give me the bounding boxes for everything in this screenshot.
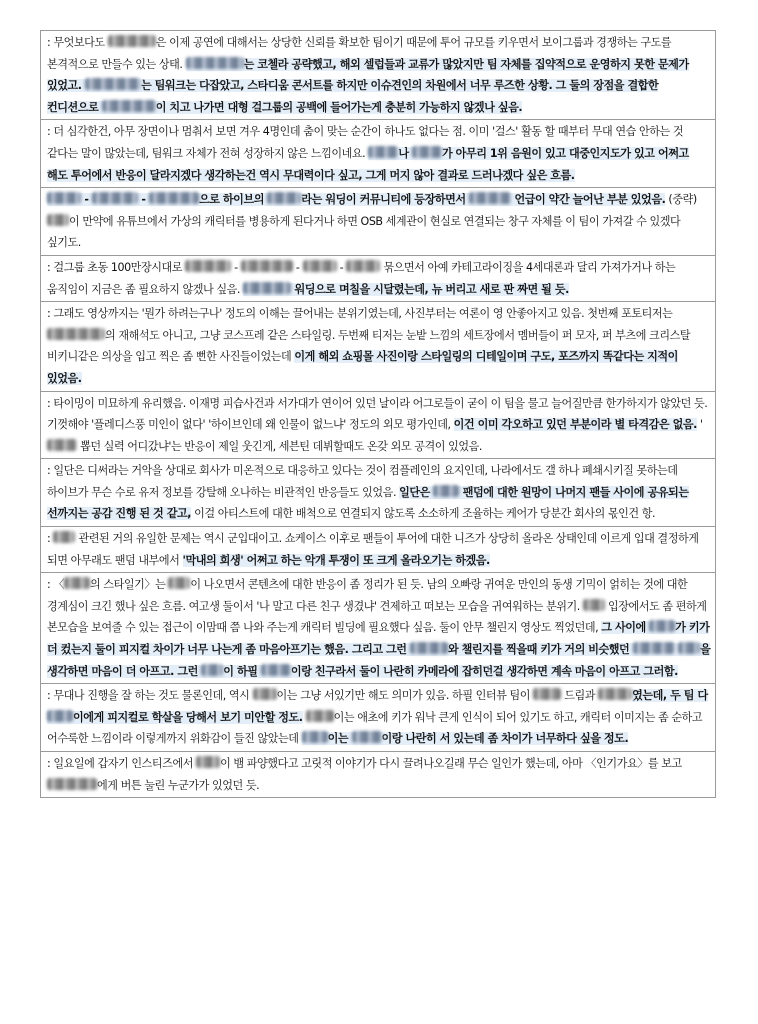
note-text: 이는 애초에 키가 워낙 큰게 인식이 되어 있기도 하고, 캐릭터 이미지는 좀 순하고 어수룩한 느낌이라 이렇게까지 위화감이 들진 않았는데 xyxy=(47,710,703,746)
redacted-name xyxy=(433,485,459,497)
highlighted-text: 이는 xyxy=(327,732,352,746)
redacted-name xyxy=(253,688,277,700)
note-text: - xyxy=(292,260,303,274)
note-text: 입장에서도 좀 편하게 본모습을 보여줄 수 있는 접근이 이맘때 쯤 나와 주는게 캐릭터 빌딩에 필요했다 싶음. 둘이 안무 챌린지 영상도 찍었던데, xyxy=(47,599,707,635)
redacted-name xyxy=(649,620,675,632)
redacted-name xyxy=(410,642,448,654)
note-text: : 무엇보다도 xyxy=(47,36,108,49)
redacted-name xyxy=(533,688,561,700)
redacted-name xyxy=(678,642,700,654)
highlighted-text: 워딩으로 며칠을 시달렸는데, 뉴 버리고 새로 판 짜면 될 듯. xyxy=(291,282,569,296)
redacted-name xyxy=(168,577,190,589)
note-text: : 걸그룹 초동 100만장시대로 xyxy=(47,260,186,274)
note-text: 의 스타일기〉는 xyxy=(90,578,169,592)
note-text: 이 만약에 유튜브에서 가상의 캐릭터를 병용하게 된다거나 하면 OSB 세계관이 현실로 연결되는 창구 자체를 이 팀이 가져갈 수 있겠다 싶기도. xyxy=(47,214,681,250)
note-text: 이 뱀 파양했다고 고릿적 이야기가 다시 끌려나오길래 무슨 일인가 했는데, 아마 〈인기가요〉를 보고 xyxy=(220,757,682,770)
note-text: : 무대나 진행을 잘 하는 것도 물론인데, 역시 xyxy=(47,689,253,703)
highlighted-text: - xyxy=(137,193,149,207)
redacted-name xyxy=(302,731,328,743)
note-cell xyxy=(41,256,715,302)
highlighted-text: 는 코첼라 공략했고, 해외 셀럽들과 교류가 많았지만 팀 자체를 집약적으로 운영하지 못한 문제가 있었고. xyxy=(47,57,689,93)
highlighted-text: 가 아무리 1위 음원이 있고 대중인지도가 있고 어쩌고 해도 투어에서 반응이 달라지겠다 생각하는건 역시 무대력이다 싶고, 그게 머지 않아 결과로 드러나겠다 싶은 흐름. xyxy=(47,146,689,182)
highlighted-text: 일단은 xyxy=(399,485,434,499)
note-cell xyxy=(41,302,715,391)
redacted-name xyxy=(186,57,244,69)
note-text: 이는 그냥 서있기만 해도 의미가 있음. 하필 인터뷰 팀이 xyxy=(276,689,534,703)
redacted-name xyxy=(47,214,69,226)
highlighted-text: 이건 이미 각오하고 있던 부분이라 별 타격감은 없음. xyxy=(453,418,697,432)
note-text: : 일요일에 갑자기 인스티즈에서 xyxy=(47,757,197,770)
redacted-name xyxy=(196,756,220,768)
redacted-name xyxy=(47,778,97,790)
redacted-name xyxy=(598,688,632,700)
redacted-name xyxy=(53,531,75,543)
highlighted-text: 그 사이에 xyxy=(601,621,650,635)
redacted-name xyxy=(47,328,105,340)
redacted-name xyxy=(346,260,380,272)
note-text: : 그래도 영상까지는 '뭔가 하려는구나' 정도의 이해는 끌어내는 분위기였는데, 사진부터는 여론이 영 안좋아지고 있음. 첫번째 포토티저는 xyxy=(47,307,673,321)
redacted-name xyxy=(469,192,511,204)
note-cell xyxy=(41,459,715,527)
highlighted-text: 이 치고 나가면 대형 걸그룹의 공백에 들어가는게 충분히 가능하지 않겠나 싶음. xyxy=(155,100,523,114)
redacted-name xyxy=(243,282,291,294)
highlighted-text: 와 챌린지를 찍을때 키가 거의 비슷했던 xyxy=(447,643,633,657)
redacted-name xyxy=(47,710,73,722)
note-text: : 더 심각한건, 아무 장면이나 멈춰서 보면 겨우 4명인데 춤이 맞는 순간이 하나도 없다는 점. 이미 '걸스' 활동 할 때부터 무대 연습 안하는 것 같다는 말이 많았는데, 팀워크 자체가 전혀 성장하지 않은 느낌이네요. xyxy=(47,125,684,160)
redacted-name xyxy=(92,192,138,204)
highlighted-text: 였는데, 두 팀 다 xyxy=(632,689,708,703)
redacted-name xyxy=(149,192,199,204)
note-text: 이 나오면서 콘텐츠에 대한 반응이 좀 정리가 된 듯. 남의 오빠랑 귀여운 만인의 동생 기믹이 얽히는 것에 대한 경계심이 크긴 했나 싶은 흐름. 여고생 둘이서 '나 말고 다른 친구 생겼냐' 견제하고 떠보는 모습을 귀여워하는 분위기. xyxy=(47,578,688,613)
note-text: (중략) xyxy=(665,193,697,207)
note-cell xyxy=(41,392,715,460)
note-text: 은 이제 공연에 대해서는 상당한 신뢰를 확보한 팀이기 때문에 투어 규모를 키우면서 보이그룹과 경쟁하는 구도를 본격적으로 만들수 있는 상태. xyxy=(47,36,672,71)
note-cell xyxy=(41,527,715,573)
redacted-name xyxy=(47,439,77,451)
highlighted-text: '막내의 희생' 어쩌고 하는 악개 투쟁이 또 크게 올라오기는 하겠음. xyxy=(182,553,490,567)
note-text: 묶으면서 아예 카테고라이징을 4세대론과 달리 가져가거나 하는 움직임이 지금은 좀 필요하지 않겠나 싶음. xyxy=(47,260,676,296)
highlighted-text: 가 키가 더 컸는지 둘이 피지컬 차이가 너무 나는게 좀 마음아프기는 했음. 그리고 그런 xyxy=(47,621,710,657)
note-text: 의 재해석도 아니고, 그냥 코스프레 같은 스타일링. 두번째 티저는 눈밭 느낌의 세트장에서 멤버들이 퍼 모자, 퍼 부츠에 크리스탈 비키니같은 의상을 입고 찍은 좀 뻔한 사진들이었는데 xyxy=(47,328,691,364)
redacted-name xyxy=(185,260,231,272)
redacted-name xyxy=(352,731,382,743)
redacted-name xyxy=(108,35,156,47)
highlighted-text: - xyxy=(81,193,92,207)
redacted-name xyxy=(633,642,675,654)
note-text: 드림과 xyxy=(561,689,599,703)
highlighted-text: 언급이 약간 늘어난 부분 있었음. xyxy=(511,193,666,207)
redacted-name xyxy=(303,260,337,272)
redacted-name xyxy=(306,710,334,722)
redacted-name xyxy=(64,577,90,589)
note-cell xyxy=(41,120,715,188)
highlighted-text: 이 하필 xyxy=(223,664,261,678)
redacted-name xyxy=(412,146,442,158)
note-text: ' xyxy=(696,418,703,432)
highlighted-text: 으로 하이브의 xyxy=(198,193,268,207)
redacted-name xyxy=(583,599,605,611)
highlighted-text: 나 xyxy=(398,146,412,160)
redacted-name xyxy=(85,78,141,90)
redacted-name xyxy=(241,260,293,272)
note-text: 관련된 거의 유일한 문제는 역시 군입대이고. 쇼케이스 이후로 팬들이 투어에 대한 니즈가 상당히 올라온 상태인데 이르게 입대 결정하게 되면 아무래도 팬덤 내부에서 xyxy=(47,532,699,567)
note-text: - xyxy=(336,260,347,274)
note-cell xyxy=(41,188,715,256)
note-text: - xyxy=(231,260,241,274)
highlighted-text: 팬덤에 대한 원망이 나머지 팬들 사이에 공유되는 선까지는 공감 진행 된 것 같고, xyxy=(47,485,689,521)
highlighted-text: 을 생각하면 마음이 더 아프고. 그런 xyxy=(47,643,711,678)
redacted-name xyxy=(267,192,301,204)
document-page xyxy=(40,30,716,798)
highlighted-text: 이랑 친구라서 둘이 나란히 카메라에 잡히던걸 생각하면 계속 마음이 아프고 그러함. xyxy=(290,664,678,678)
redacted-name xyxy=(47,192,81,204)
highlighted-text: 이랑 나란히 서 있는데 좀 차이가 너무하다 싶을 정도. xyxy=(381,732,629,746)
redacted-name xyxy=(261,664,291,676)
note-text: 에게 버튼 눌린 누군가가 있었던 듯. xyxy=(97,778,260,792)
note-text: : 타이밍이 미묘하게 유리했음. 이재명 피습사건과 서가대가 연이어 있던 날이라 어그로들이 굳이 이 팀을 물고 늘어질만큼 한가하지가 않았던 듯. 기껏해야 '플레디스풍 미인이 없다' '하이브인데 왜 인물이 없느냐' 정도의 외모 평가인데, xyxy=(47,396,708,432)
note-text: 이걸 아티스트에 대한 배척으로 연결되지 않도록 소소하게 조율하는 케어가 당분간 회사의 몫인건 항. xyxy=(191,507,656,521)
highlighted-text: 이게 해외 쇼핑몰 사진이랑 스타일링의 디테일이며 구도, 포즈까지 똑같다는 지적이 있었음. xyxy=(47,350,678,385)
note-cell xyxy=(41,684,715,752)
highlighted-text: 라는 워딩이 커뮤니티에 등장하면서 xyxy=(301,193,470,207)
note-cell xyxy=(41,752,715,797)
redacted-name xyxy=(102,100,156,112)
redacted-name xyxy=(201,664,223,676)
note-text: : 〈 xyxy=(47,578,65,592)
note-text: : xyxy=(47,532,54,546)
note-cell xyxy=(41,573,715,684)
redacted-name xyxy=(368,146,398,158)
highlighted-text: 는 팀워크는 다잡았고, 스타디움 콘서트를 하지만 이슈견인의 차원에서 너무 루즈한 상황. 그 둘의 장점을 결합한 컨디션으로 xyxy=(47,79,659,114)
note-cell xyxy=(41,31,715,120)
highlighted-text: 이에게 피지컬로 학살을 당해서 보기 미안할 정도. xyxy=(73,710,303,724)
note-text: : 일단은 디써라는 거악을 상대로 회사가 미온적으로 대응하고 있다는 것이 컴플레인의 요지인데, 나라에서도 갤 하나 폐쇄시키질 못하는데 하이브가 무슨 수로 유저 정보를 강탈해 오나하는 비관적인 반응들도 있었음. xyxy=(47,464,678,499)
note-text: 뽑던 실력 어디갔냐'는 반응이 제일 웃긴게, 세븐틴 데뷔할때도 온갖 외모 공격이 있었음. xyxy=(77,439,483,453)
